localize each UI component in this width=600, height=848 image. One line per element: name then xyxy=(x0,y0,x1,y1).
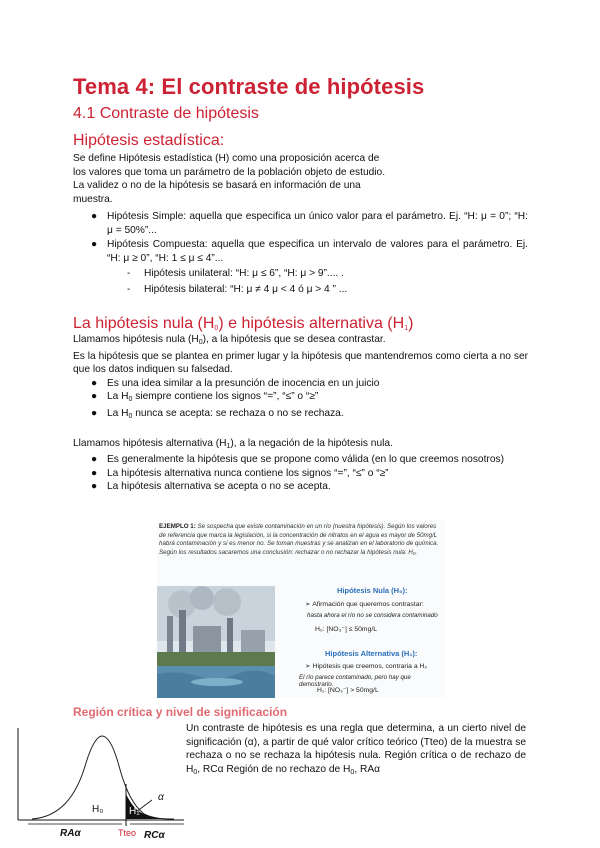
hipotesis-list xyxy=(73,210,528,297)
h1-title: Hipótesis Alternativa (H₁): xyxy=(325,649,418,658)
list-item: ● Es generalmente la hipótesis que se propone como válida (en lo que creemos nosotros) xyxy=(91,454,504,466)
h1-formula: H₁: [NO₃⁻] > 50mg/L xyxy=(317,687,379,694)
bullet-icon: ● xyxy=(91,391,98,403)
list-item: - Hipótesis bilateral: “H: μ ≠ 4 μ < 4 ó μ > 4 ” ... xyxy=(127,283,348,295)
region-paragraph: Un contraste de hipótesis es una regla que determina, a un cierto nivel de significación (α), a partir de qué valor crítico teórico (Tteo) de la muestra se rechaza o no se rechaza la hipótesis nula. Región crítica o de rechazo de $H_0$, RCα Región de no rechazo de $H_0$, RAα xyxy=(186,723,526,776)
h0-line: ➢ Afirmación que queremos contrastar: xyxy=(305,601,424,608)
list-item: - Hipótesis unilateral: “H: μ ≤ 6”, “H: μ > 9”.... . xyxy=(127,268,344,280)
label-ra: RAα xyxy=(60,828,81,839)
intro-line: La validez o no de la hipótesis se basará en información de una xyxy=(73,180,361,192)
example-figure xyxy=(157,520,445,698)
bullet-icon: ● xyxy=(91,467,98,479)
alternativa-paragraph: Llamamos hipótesis alternativa $(H_1)$, a la negación de la hipótesis nula. xyxy=(73,437,393,450)
list-item: ● Hipótesis Compuesta: aquella que especifica un intervalo de valores para el parámetro. Ej. “H: μ ≥ 0”, “H: 1 ≤ μ ≤ 4”... xyxy=(91,239,528,264)
bullet-icon: ● xyxy=(91,239,98,251)
bullet-icon: ● xyxy=(91,377,98,389)
h0-formula: H₀: [NO₃⁻] ≤ 50mg/L xyxy=(315,626,378,633)
label-alpha: α xyxy=(158,792,164,803)
heading-hipotesis: Hipótesis estadística: xyxy=(73,132,225,149)
bullet-icon: ● xyxy=(91,454,98,466)
intro-line: los valores que toma un parámetro de la población objeto de estudio. xyxy=(73,166,386,178)
list-item: ● La $H_0$ siempre contiene los signos “=”, “≤” o “≥” xyxy=(91,391,319,404)
example-text: EJEMPLO 1: Se sospecha que existe contaminación en un río (nuestra hipótesis). Según los valores de referencia que marca la legislación, si la concentración de nitratos en el agua es mayor de 50mg/L habrá contaminación y si es menor no. Se toman muestras y se analizan en el laboratorio de química. Según los resultados sacaremos una conclusión: rechazar o no rechazar la hipótesis nula: H₀. xyxy=(159,523,439,556)
h1-line: ➢ Hipótesis que creemos, contraria a H₀ xyxy=(305,663,428,670)
label-rc: RCα xyxy=(144,830,165,841)
list-item: ● La hipótesis alternativa se acepta o no se acepta. xyxy=(91,481,331,493)
dash-icon: - xyxy=(127,268,131,280)
nula-paragraph: Es la hipótesis que se plantea en primer lugar y la hipótesis que mantendremos como cierta a no ser que los datos indiquen su falsedad. xyxy=(73,350,528,376)
nula-paragraph: Llamamos hipótesis nula $(H_0)$, a la hipótesis que se desea contrastar. xyxy=(73,334,386,346)
list-item: ● La $H_0$ nunca se acepta: se rechaza o no se rechaza. xyxy=(91,407,344,420)
intro-line: Se define Hipótesis estadística (H) como una proposición acerca de xyxy=(73,153,380,164)
bullet-icon: ● xyxy=(91,481,98,493)
list-item: ● Es una idea similar a la presunción de inocencia en un juicio xyxy=(91,377,380,389)
label-h1: H₁ xyxy=(129,806,140,817)
h1-line: El río parece contaminado, pero hay que demostrarlo. xyxy=(299,674,411,688)
label-tteo: Tteo xyxy=(118,828,137,838)
intro-paragraph xyxy=(73,152,385,206)
factory-illustration xyxy=(157,586,275,698)
h0-title: Hipótesis Nula (H₀): xyxy=(337,586,408,595)
page-title: Tema 4: El contraste de hipótesis xyxy=(73,74,425,99)
nula-block xyxy=(73,333,528,494)
distribution-graph xyxy=(14,728,186,846)
bullet-icon: ● xyxy=(91,211,98,222)
label-h0: H₀ xyxy=(92,804,104,815)
heading-region-critica: Región crítica y nivel de significación xyxy=(73,705,288,719)
heading-nula-alternativa: La hipótesis nula $(H_0)$ e hipótesis alternativa $(H_1)$ xyxy=(73,315,414,332)
dash-icon: - xyxy=(127,283,131,295)
intro-line: muestra. xyxy=(73,193,113,205)
list-item: ● Hipótesis Simple: aquella que especifica un único valor para el parámetro. Ej. “H: μ = 0”; “H: μ = 50%”... xyxy=(91,211,528,236)
bullet-icon: ● xyxy=(91,407,98,419)
section-title: 4.1 Contraste de hipótesis xyxy=(73,105,259,122)
list-item: ● La hipótesis alternativa nunca contiene los signos “=”, “≤” o “≥” xyxy=(91,467,389,479)
h0-line: hasta ahora el río no se considera contaminado xyxy=(307,612,438,619)
